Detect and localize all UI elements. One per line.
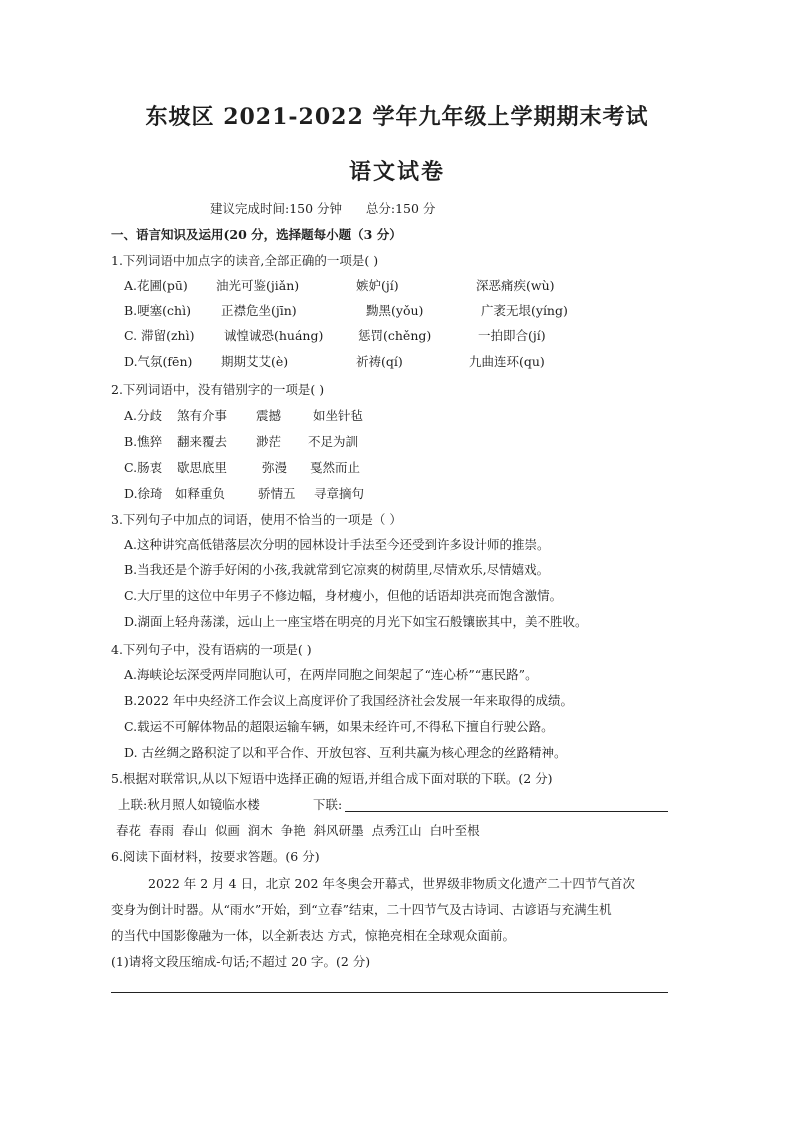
q2-option: 寻章摘句 [314, 486, 365, 501]
q2-option: 如释重负 [175, 486, 226, 501]
q3-option: C.大厅里的这位中年男子不修边幅，身材瘦小，但他的话语却洪亮而饱含激情。 [124, 588, 563, 603]
q1-option: 九曲连环(qu) [469, 354, 545, 369]
q6-answer-line[interactable] [111, 992, 668, 993]
q3-option: B.当我还是个游手好闲的小孩,我就常到它凉爽的树荫里,尽情欢乐,尽情嬉戏。 [124, 562, 550, 577]
q5-lower-label: 下联: [313, 797, 343, 812]
q1-option: 祈祷(qí) [356, 354, 403, 369]
q4-option: D. 古丝绸之路积淀了以和平合作、开放包容、互利共赢为核心理念的丝路精神。 [124, 745, 567, 760]
q3-option: D.湖面上轻舟荡漾，远山上一座宝塔在明亮的月光下如宝石般镶嵌其中，美不胜收。 [124, 614, 588, 629]
exam-meta: 建议完成时间:150 分钟 总分:150 分 [210, 201, 436, 216]
q2-option: 震撼 [256, 408, 282, 423]
q6-paragraph-line: 变身为倒计时器。从“雨水”开始，到“立春”结束，二十四节气及古诗词、古谚语与充满生机 [111, 902, 612, 917]
q2-stem: 2.下列词语中，没有错别字的一项是( ) [111, 382, 325, 397]
q1-option: 期期艾艾(è) [221, 354, 289, 369]
q4-option: A.海峡论坛深受两岸同胞认可，在两岸同胞之间架起了“连心桥”“惠民路”。 [124, 667, 538, 682]
q2-option: 如坐针毡 [313, 408, 364, 423]
q1-option: B.哽塞(chì) [124, 303, 191, 318]
q1-option: 广袤无垠(yíng) [481, 303, 568, 318]
q2-option: 煞有介事 [177, 408, 228, 423]
q1-option: C. 滞留(zhì) [124, 328, 195, 343]
section-heading: 一、语言知识及运用(20 分，选择题每小题（3 分） [111, 227, 402, 242]
q1-option: 正襟危坐(jīn) [221, 303, 297, 318]
q1-option: 深恶痛疾(wù) [476, 278, 555, 293]
q2-option: 翻来覆去 [177, 434, 228, 449]
exam-title: 东坡区 2021-2022 学年九年级上学期期末考试 [145, 104, 649, 130]
q2-option: B.憔猝 [124, 434, 163, 449]
q6-paragraph-line: 2022 年 2 月 4 日，北京 202 年冬奥会开幕式，世界级非物质文化遗产二十四节气首次 [148, 876, 635, 891]
q3-stem: 3.下列句子中加点的词语，使用不恰当的一项是（ ） [111, 512, 402, 527]
q2-option: A.分歧 [124, 408, 163, 423]
q2-option: 不足为訓 [308, 434, 359, 449]
q2-option: 戛然而止 [310, 460, 361, 475]
q1-option: 油光可鉴(jiǎn) [216, 278, 300, 293]
q1-option: 诚惶诚恐(huáng) [224, 328, 324, 343]
q1-option: A.花圃(pū) [124, 278, 188, 293]
q2-option: C.肠衷 [124, 460, 163, 475]
q1-option: 嫉妒(jí) [356, 278, 399, 293]
q1-option: 黝黑(yǒu) [366, 303, 424, 318]
q5-answer-line[interactable] [345, 811, 668, 812]
q4-option: B.2022 年中央经济工作会议上高度评价了我国经济社会发展一年来取得的成绩。 [124, 693, 573, 708]
q2-option: 骄情五 [258, 486, 296, 501]
q6-stem: 6.阅读下面材料，按要求答题。(6 分) [111, 849, 320, 864]
exam-subtitle: 语文试卷 [348, 159, 445, 185]
q2-option: 渺茫 [256, 434, 282, 449]
q1-option: D.气氛(fēn) [124, 354, 193, 369]
q6-sub1: (1)请将文段压缩成-句话;不超过 20 字。(2 分) [111, 954, 371, 969]
q4-option: C.载运不可解体物品的超限运输车辆，如果未经许可,不得私下擅自行驶公路。 [124, 719, 554, 734]
q5-choices: 春花 春雨 春山 似画 润木 争艳 斜风研墨 点秀江山 白叶至根 [116, 823, 480, 838]
q1-option: 惩罚(chěng) [358, 328, 432, 343]
q5-upper-couplet: 上联:秋月照人如镜临水楼 [118, 797, 260, 812]
q6-paragraph-line: 的当代中国影像融为一体，以全新表达 方式，惊艳亮相在全球观众面前。 [111, 928, 515, 943]
q5-stem: 5.根据对联常识,从以下短语中选择正确的短语,并组合成下面对联的下联。(2 分) [111, 771, 553, 786]
q3-option: A.这种讲究高低错落层次分明的园林设计手法至今还受到许多设计师的推崇。 [124, 537, 550, 552]
q4-stem: 4.下列句子中，没有语病的一项是( ) [111, 642, 312, 657]
q1-option: 一拍即合(jí) [478, 328, 546, 343]
q2-option: 歇思底里 [177, 460, 228, 475]
q1-stem: 1.下列词语中加点字的读音,全部正确的一项是( ) [111, 253, 379, 268]
q2-option: 弥漫 [262, 460, 288, 475]
q2-option: D.徐琦 [124, 486, 163, 501]
